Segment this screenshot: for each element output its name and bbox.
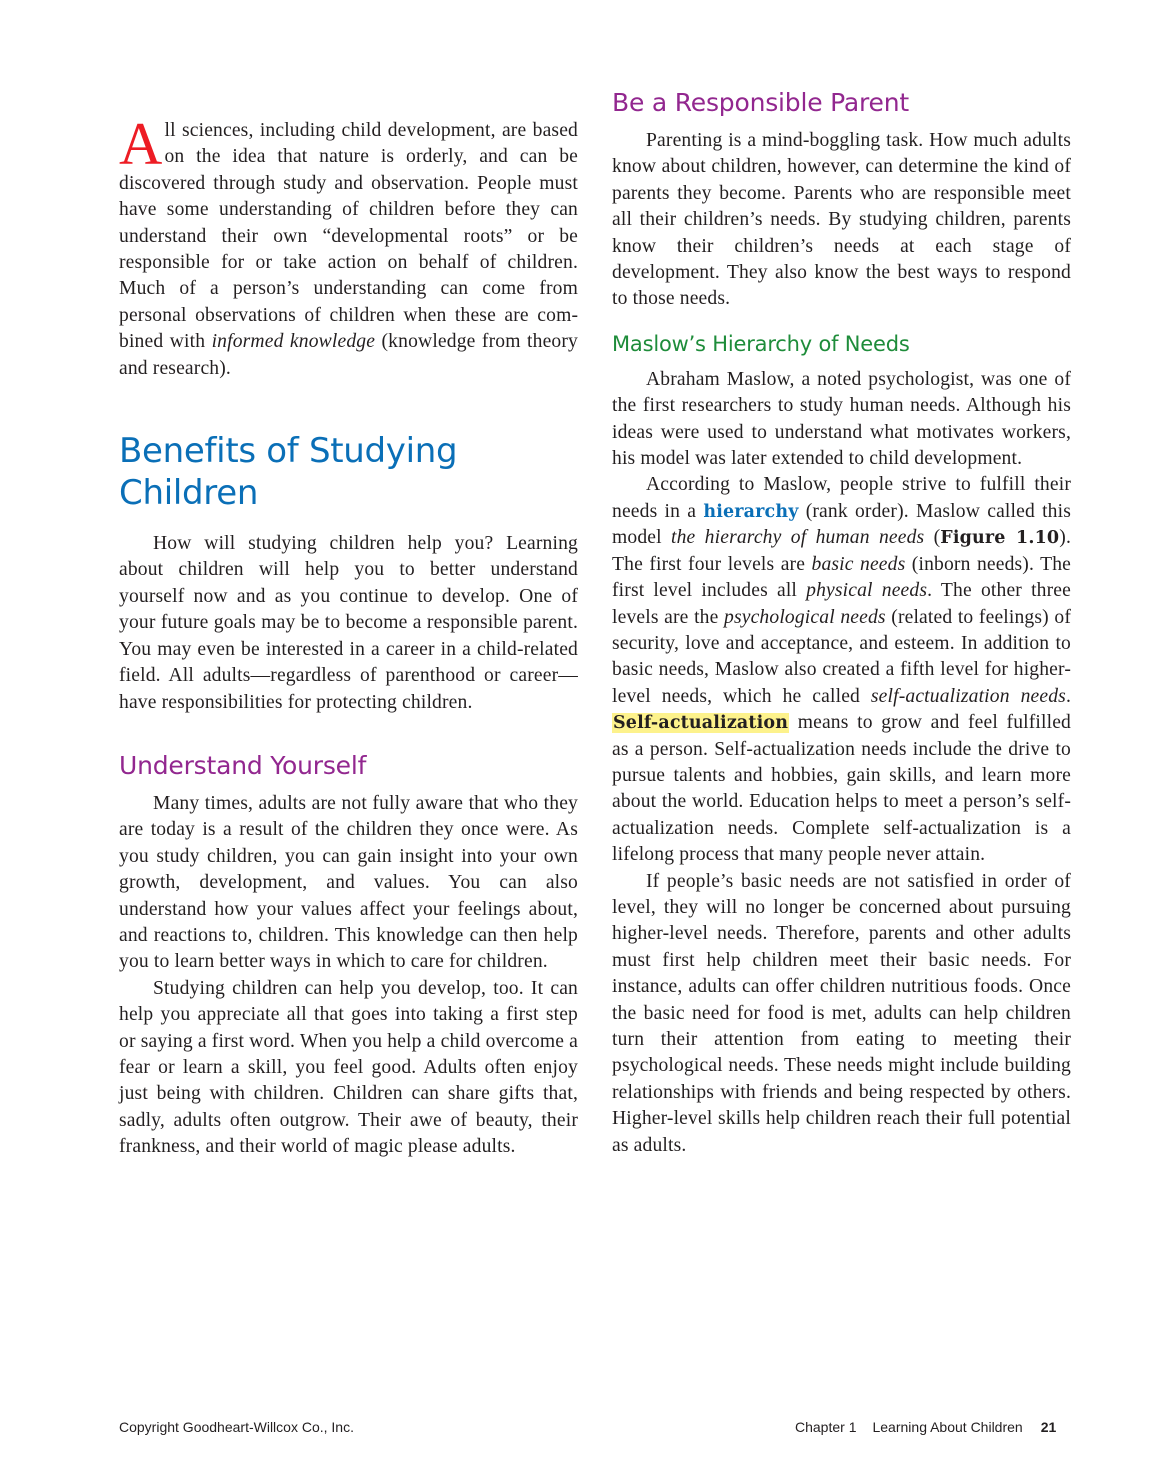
italic-term: self-actualization needs [870,685,1066,707]
figure-reference[interactable]: Figure 1.10 [940,528,1060,549]
maslow-paragraph-1: Abraham Maslow, a noted psychologist, was one of the first researchers to study human needs. Although his ideas were used to understand what motivates workers, his model was later extended to child development. [612,368,1071,470]
key-term-hierarchy[interactable]: hierarchy [703,501,799,522]
left-column [119,0,578,1161]
text-run: (rank order). Maslow called this model [612,500,1071,549]
understand-yourself-paragraph-2: Studying children can help you develop, too. It can help you appreciate all that goes into taking a first step or saying a first word. When you help a child overcome a fear or learn a skill, you feel good. Adults often enjoy just being with children. Children can share gifts that, sadly, adults often outgrow. Their awe of beauty, their frankness, and their world of magic please adults. [119,977,578,1158]
text-run: According to Maslow, people strive to fulfill their needs in a [612,474,1071,522]
section-heading-benefits: Benefits of Studying Children [119,431,458,514]
text-run: . The other three levels are the [612,580,1071,628]
maslow-paragraph-3: If people’s basic needs are not satisfied in order of level, they will no longer be concerned about pursuing higher-level needs. Therefore, parents and other adults must first help children meet their basic needs. For instance, adults can offer children nutritious foods. Once the basic need for food is met, adults can help children turn their attention from eating to meeting their psychological needs. These needs might include building relationships with friends and being respected by others. Higher-level skills help children reach their full potential as adults. [612,870,1071,1156]
intro-text: ll sciences, including child development, are based on the idea that nature is orderly, and can be discovered through study and observation. People must have some understanding of children before they can understand their own “developmental roots” or be responsible for or take action on behalf of children. Much of a person’s understanding can come from personal observations of children when these are combined with [119,120,578,353]
key-term-self-actualization[interactable]: Self-actualization [613,713,789,734]
running-footer [795,1419,1056,1435]
chapter-label: Chapter 1 [795,1419,857,1435]
text-run: (related to feelings) of security, love and acceptance, and esteem. In addition to basic needs, Maslow also created a fifth level for higher-level needs, which he called [612,606,1071,707]
text-run: (inborn needs). The first level includes all [612,553,1071,602]
informed-knowledge-term: informed knowledge [211,331,376,353]
italic-term: the hierarchy of human needs [671,527,925,549]
copyright-footer: Copyright Goodheart-Willcox Co., Inc. [119,1419,354,1435]
understand-yourself-paragraph-1: Many times, adults are not fully aware that who they are today is a result of the children they once were. As you study children, you can gain insight into your own growth, development, and values. You can also understand how your values affect your feelings about, and reactions to, children. This knowledge can then help you to learn better ways in which to care for children. [119,792,578,973]
italic-term: basic needs [811,553,906,575]
responsible-parent-paragraph: Parenting is a mind-boggling task. How much adults know about children, however, can determine the kind of parents they become. Parents who are responsible meet all their children’s needs. By studying children, parents know their children’s needs at each stage of development. They also know the best ways to respond to those needs. [612,130,1071,310]
maslow-paragraph-2 [612,472,1071,868]
italic-term: psychological needs [724,606,886,628]
text-run: means to grow and feel fulfilled as a person. Self-actualization needs include the drive to pursue talents and hobbies, gain skills, and learn more about the world. Education helps to meet a person’s self-actualization needs. Complete self-actualization is a lifelong process that many people never attain. [612,712,1071,866]
right-column [612,0,1071,1159]
intro-text-end: (knowledge from theory and research). [119,331,578,379]
minor-heading-maslow: Maslow’s Hierarchy of Needs [612,331,910,356]
italic-term: physical needs [806,580,928,602]
text-run: ). The first four levels are [612,527,1071,575]
chapter-title: Learning About Children [872,1419,1023,1435]
benefits-paragraph: How will studying children help you? Learning about children will help you to better understand yourself now and as you continue to develop. One of your future goals may be to become a responsible parent. You may even be interested in a career in a child-related field. All adults—regardless of parenthood or career—have responsibilities for protecting children. [119,533,578,713]
intro-paragraph [119,111,578,382]
text-run: . [1065,685,1071,707]
drop-cap: A [119,111,163,177]
page-number: 21 [1040,1419,1057,1435]
subsection-heading-responsible-parent: Be a Responsible Parent [612,88,909,117]
text-run: ( [924,527,941,549]
subsection-heading-understand-yourself: Understand Yourself [119,750,367,780]
